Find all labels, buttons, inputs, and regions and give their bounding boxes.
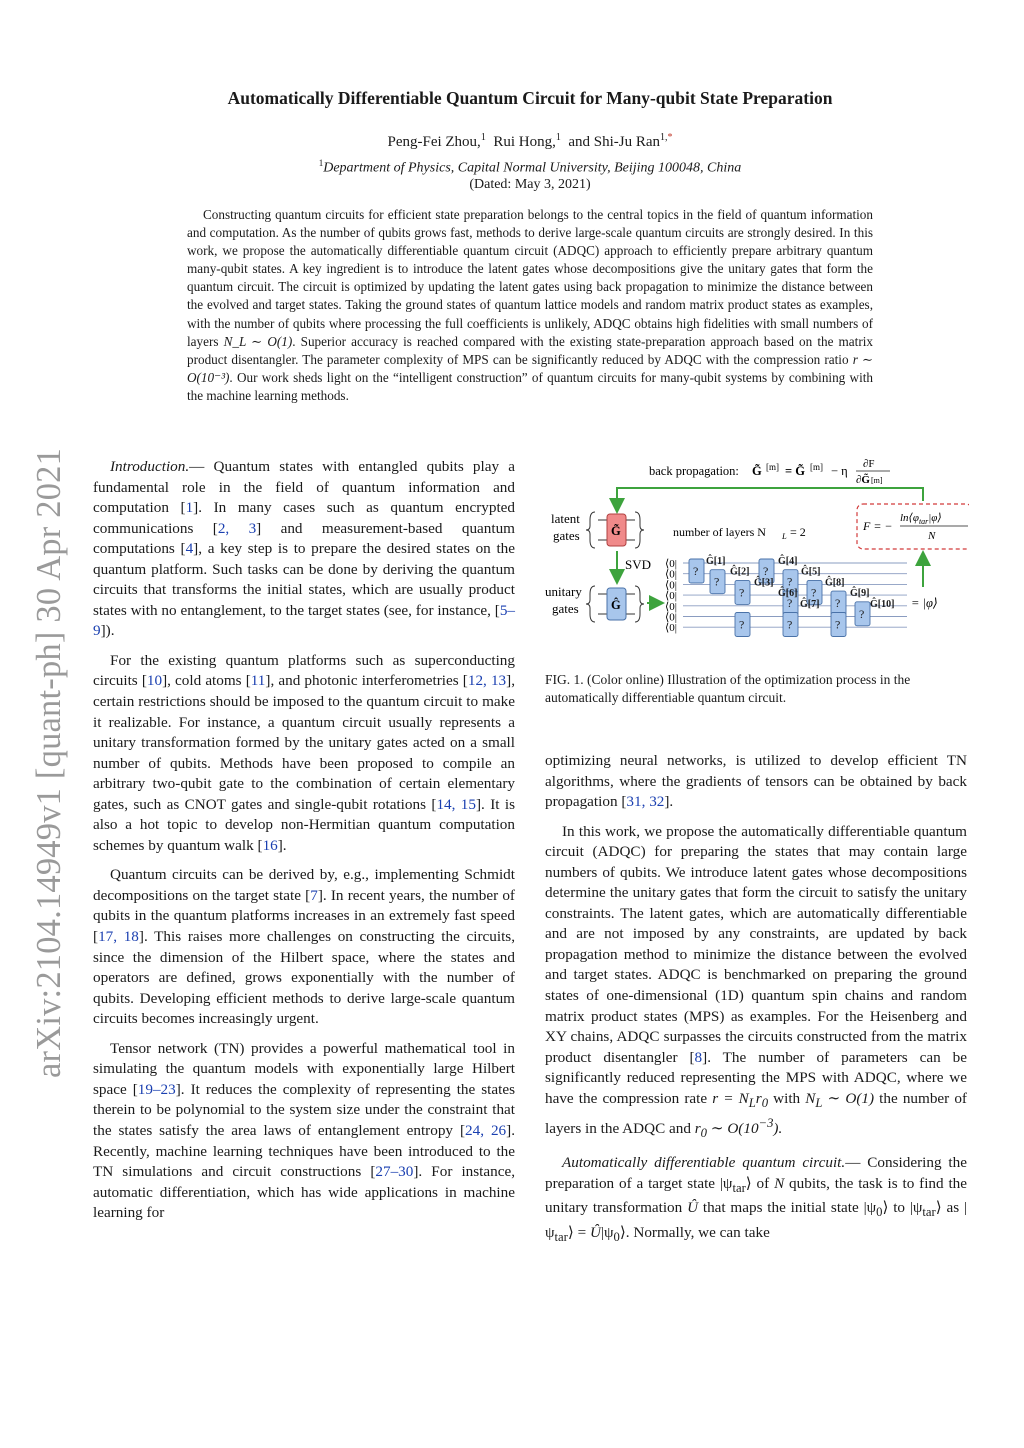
figure-caption: FIG. 1. (Color online) Illustration of the optimization process in the automatically differentiable quantum circuit.: [545, 672, 911, 706]
section-heading: Introduction.: [110, 458, 190, 475]
math-inline: $r = N_Lr_0$: [712, 1089, 769, 1110]
citation-link[interactable]: 8: [694, 1048, 703, 1066]
unknown-gate-mark: ?: [763, 564, 769, 578]
paragraph: For the existing quantum platforms such as superconducting circuits [10], cold atoms [11], and photonic interferometries [12, 13], certain restrictions should be imposed to the quantum circuit to make it realizable. For instance, a quantum circuit usually represents a unitary transformation formed by the unitary gates acted on a small number of qubits. Methods have been proposed to compile an arbitrary two-qubit gate to the combination of certain elementary gates, such as CNOT gates and single-qubit rotations [14, 15]. It is also a hot topic to develop non-Hermitian quantum computation schemes by quantum walk [16].: [93, 651, 516, 854]
citation-link[interactable]: 27–30: [375, 1163, 414, 1181]
unknown-gate-mark: ?: [787, 617, 793, 632]
author-name: Rui Hong,: [493, 134, 556, 150]
qubit-initial-state: ⟨0|: [665, 579, 677, 592]
update-rule-numerator: ∂F: [863, 458, 875, 470]
unknown-gate-mark: ?: [739, 585, 745, 600]
layers-label: number of layers N: [673, 525, 766, 539]
citation-link[interactable]: 1: [185, 499, 194, 517]
fidelity-denominator: N: [928, 530, 936, 542]
citation-link[interactable]: 24, 26: [465, 1121, 507, 1139]
unknown-gate-mark: ?: [859, 606, 865, 621]
brace: [586, 512, 595, 548]
citation-link[interactable]: 14, 15: [436, 795, 476, 813]
qubit-initial-state: ⟨0|: [665, 611, 677, 624]
gate-label: Ĝ[10]: [870, 598, 895, 610]
gate-label: Ĝ[3]: [754, 577, 774, 589]
update-rule-eq: = G̃: [785, 464, 805, 478]
paper-title: Automatically Differentiable Quantum Circuit for Many-qubit State Preparation: [227, 88, 833, 108]
quantum-circuit: [665, 554, 907, 637]
citation-link[interactable]: 2, 3: [217, 519, 257, 537]
unitary-gate-symbol: Ĝ: [611, 598, 621, 612]
citation-link[interactable]: 12, 13: [467, 672, 507, 690]
paragraph: Tensor network (TN) provides a powerful mathematical tool in simulating the quantum models with exponentially large Hilbert space [19–23]. It reduces the complexity of representing the states therein to be polynomial to the system size under the constraint that the states satisfy the area laws of entanglement entropy [24, 26]. Recently, machine learning techniques have been introduced to the TN simulations and circuit constructions [27–30]. For instance, automatic differentiation, which has wide applications in machine learning for: [93, 1039, 516, 1222]
figure-1: [545, 450, 969, 670]
date-line: (Dated: May 3, 2021): [469, 177, 591, 192]
qubit-initial-state: ⟨0|: [665, 558, 677, 570]
math-inline: $r_0$ ∼ $O(10^{-3})$.: [694, 1116, 783, 1141]
svd-label: SVD: [625, 557, 652, 572]
gate-label: Ĝ[8]: [825, 577, 845, 589]
gate-label: Ĝ[5]: [801, 566, 821, 578]
citation-link[interactable]: 4: [185, 540, 194, 558]
unknown-gate-mark: ?: [693, 564, 699, 578]
citation-link[interactable]: 10: [146, 672, 163, 690]
citation-link[interactable]: 19–23: [137, 1080, 176, 1098]
unknown-gate-mark: ?: [835, 596, 841, 611]
author-list: [80, 132, 980, 151]
citation-link[interactable]: 17, 18: [98, 928, 139, 946]
unknown-gate-mark: ?: [835, 617, 841, 632]
author-affiliation-mark: 1,*: [660, 132, 673, 143]
unknown-gate-mark: ?: [739, 617, 745, 632]
author-name: and Shi-Ju Ran: [568, 134, 660, 150]
author-affiliation-mark: 1: [480, 132, 486, 143]
paragraph: Quantum circuits can be derived by, e.g., implementing Schmidt decompositions on the target state [7]. In recent years, the number of qubits in the quantum platforms increases in an extremely fast speed [17, 18]. This raises more challenges on constructing the circuits, since the dimension of the Hilbert space, where the states and operators are defined, grows exponentially with the number of qubits. Developing efficient methods to derive large-scale quantum circuits becomes increasingly urgent.: [93, 866, 516, 1028]
unknown-gate-mark: ?: [787, 596, 793, 611]
citation-link[interactable]: 5–9: [93, 601, 515, 640]
update-rule-lhs: G̃: [752, 464, 762, 478]
abstract: Constructing quantum circuits for efficient state preparation belongs to the central topics in the field of quantum information and computation. As the number of qubits grows fast, methods to derive large-scale quantum circuits are strongly desired. In this work, we propose the automatically differentiable quantum circuit (ADQC) approach to efficiently prepare arbitrary quantum many-qubit states. A key ingredient is to introduce the latent gates whose decompositions give the unitary gates that form the quantum circuit. The circuit is optimized by updating the latent gates using back propagation to minimize the distance between the evolved and target states. Taking the ground states of quantum lattice models and random matrix product states as examples, with the number of qubits where processing the full coefficients is unlikely, ADQC obtains high fidelities with small numbers of layers N_L ∼ O(1). Superior accuracy is reached compared with the existing state-preparation approach based on the matrix product disentangler. The parameter complexity of MPS can be significantly reduced by ADQC with the compression ratio r ∼ O(10⁻³). Our work sheds light on the “intelligent construction” of quantum circuits for many-qubit systems by combining with the machine learning methods.: [187, 207, 873, 403]
update-rule-minus: − η: [831, 464, 848, 478]
qubit-initial-state: ⟨0|: [665, 590, 677, 603]
gate-label: Ĝ[9]: [850, 588, 870, 600]
gate-label: Ĝ[1]: [706, 556, 726, 567]
update-rule-denominator: ∂G̃: [856, 474, 870, 486]
gate-label: Ĝ[7]: [800, 598, 820, 610]
qubit-initial-state: ⟨0|: [665, 600, 677, 613]
paragraph: In this work, we propose the automatically differentiable quantum circuit (ADQC) for preparing the states that may contain large numbers of qubits. We introduce latent gates whose decompositions determine the unitary gates that form the circuit to satisfy the unitary constraints. The latent gates, which are automatically differentiable and are not imposed by any constraints, are updated by back propagation method to minimize the distance between the evolved and target states. ADQC is benchmarked on preparing the ground states of one-dimensional (1D) quantum spin chains and random matrix product states (MPS) as examples. For the Heisenberg and XY chains, ADQC surpasses the circuits constructed from the matrix product disentangler [8]. The number of parameters can be significantly reduced representing the MPS with ADQC, where we have the compression rate $r = N_Lr_0$ with $N_L$ ∼ O(1) the number of layers in the ADQC and $r_0$ ∼ $O(10^{-3})$.: [545, 822, 967, 1141]
update-rule-sup: [m]: [766, 462, 779, 472]
author-name: Peng-Fei Zhou,: [387, 134, 481, 150]
math-inline: $N_L$ ∼ O(1): [805, 1089, 875, 1110]
gate-label: Ĝ[4]: [778, 556, 798, 567]
latent-gate-symbol: G̃: [611, 524, 621, 538]
paragraph: Introduction.— Quantum states with entangled qubits play a fundamental role in the field of quantum information and computation [1]. In many cases such as quantum encrypted communications [2, 3] and measurement-based quantum computations [4], a key step is to prepare the desired states on the quantum platform. Such tasks can be done by deriving the quantum circuits that transforms the initial states, which are usually product states with no entanglement, to the target states (see, for instance, [5–9]).: [93, 458, 516, 640]
brace: [635, 586, 644, 622]
brace: [586, 586, 595, 622]
math-inline: r ∼ O(10⁻³): [187, 351, 873, 385]
qubit-initial-state: ⟨0|: [665, 622, 677, 635]
citation-link[interactable]: 31, 32: [626, 793, 665, 811]
arxiv-identifier-stamp: arXiv:2104.14949v1 [quant-ph] 30 Apr 2021: [30, 447, 68, 1078]
latent-gates-label: gates: [553, 528, 580, 543]
latent-gates-label: latent: [551, 511, 580, 526]
affiliation: $^1$Department of Physics, Capital Normal University, Beijing 100048, China: [318, 158, 742, 176]
unknown-gate-mark: ?: [811, 585, 817, 600]
fidelity-numerator: $\ln⟨\varphi_{tar}|\varphi⟩$: [900, 512, 942, 526]
section-heading: Automatically differentiable quantum circuit.: [562, 1153, 846, 1171]
citation-link[interactable]: 11: [250, 672, 266, 690]
adqc-diagram: [545, 450, 969, 670]
gate-label: Ĝ[2]: [730, 566, 750, 578]
fidelity-lhs: F = −: [863, 519, 893, 533]
left-column: [93, 457, 515, 1233]
back-propagation-arrow: [617, 488, 923, 510]
gate-label: Ĝ[6]: [778, 588, 798, 600]
unknown-gate-mark: ?: [787, 574, 793, 589]
output-state: = |φ⟩: [911, 596, 938, 610]
update-rule-sup: [m]: [810, 462, 823, 472]
corresponding-author-mark[interactable]: *: [667, 132, 673, 143]
unitary-gates-label: gates: [552, 601, 579, 616]
author-affiliation-mark: 1: [555, 132, 561, 143]
unknown-gate-mark: ?: [714, 574, 720, 589]
update-rule-sup: [m]: [871, 476, 883, 485]
layers-value: = 2: [790, 525, 806, 539]
paragraph: optimizing neural networks, is utilized to develop efficient TN algorithms, where the gradients of tensors can be obtained by back propagation [31, 32].: [545, 752, 967, 811]
math-inline: N_L ∼ O(1): [223, 333, 293, 349]
layers-label-sub: L: [782, 531, 787, 541]
back-propagation-label: back propagation:: [649, 464, 739, 478]
citation-link[interactable]: 7: [310, 886, 318, 904]
paragraph: Automatically differentiable quantum circuit.— Considering the preparation of a target state $|\psi_{tar}⟩$ of N qubits, the task is to find the unitary transformation Û that maps the initial state $|\psi_0⟩$ to $|\psi_{tar}⟩$ as $|\psi_{tar}⟩$ = $Û|\psi_0⟩$. Normally, we can take: [545, 1153, 967, 1244]
citation-link[interactable]: 16: [262, 836, 278, 854]
qubit-initial-state: ⟨0|: [665, 568, 677, 581]
right-column: [545, 751, 967, 1256]
brace: [635, 512, 644, 548]
unitary-gates-label: unitary: [545, 584, 582, 599]
